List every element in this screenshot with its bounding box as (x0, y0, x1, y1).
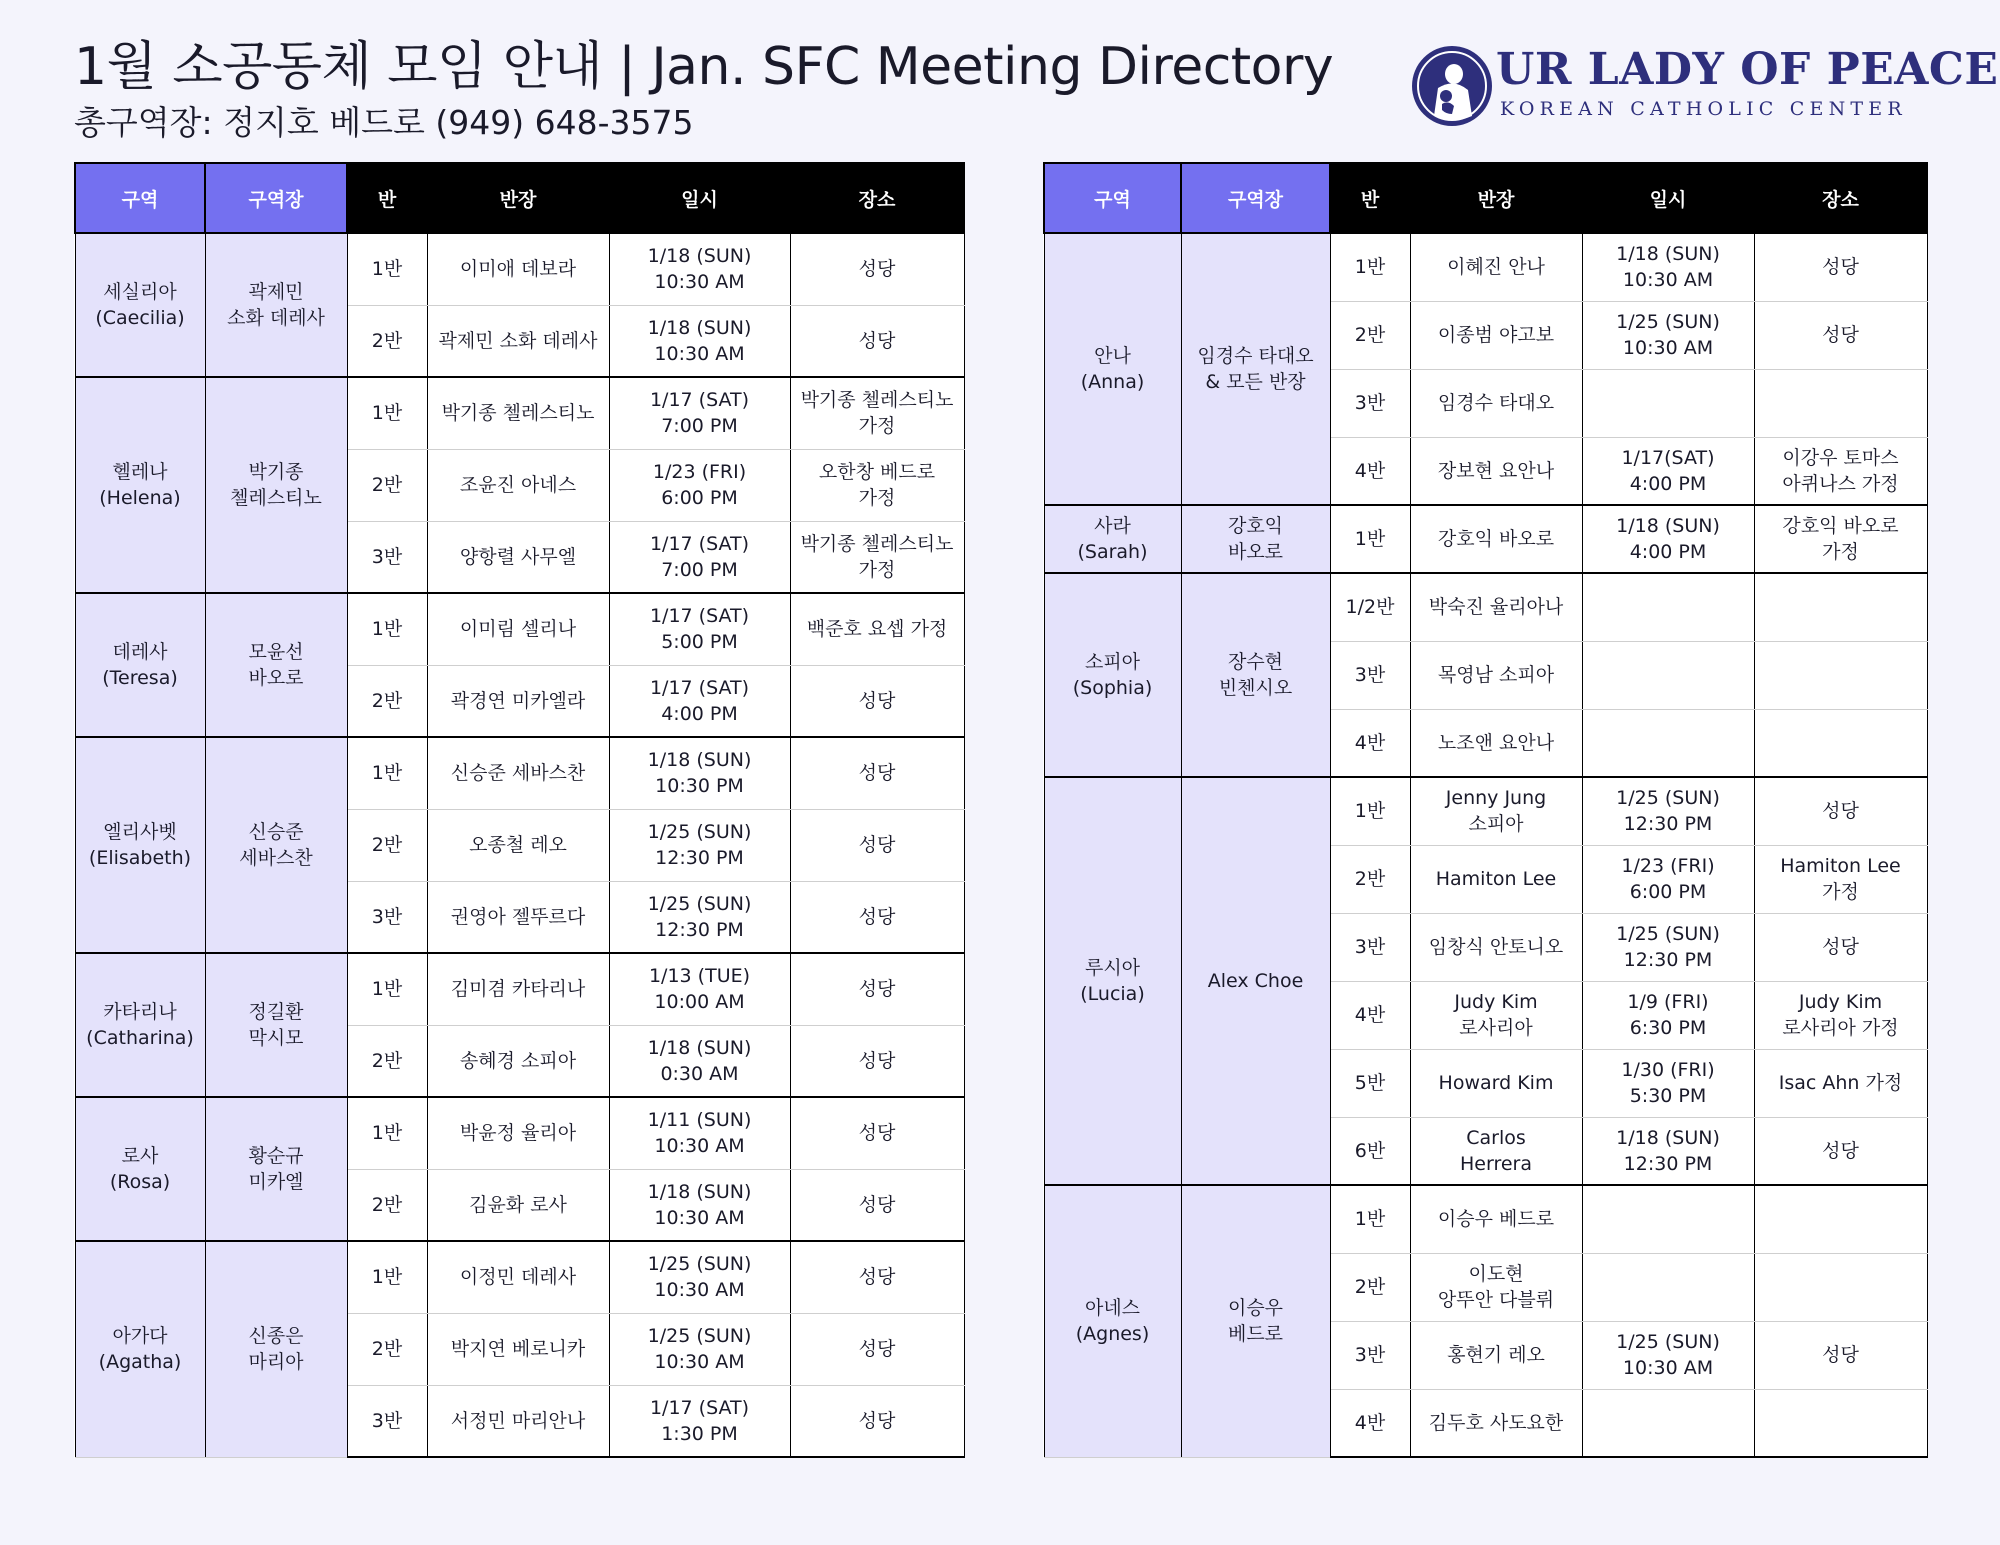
column-header: 구역 (1044, 163, 1181, 233)
table-row (75, 593, 964, 665)
place-cell: 성당 (1754, 301, 1927, 369)
group-number-cell: 3반 (1330, 369, 1410, 437)
district-leader-cell: 이승우 베드로 (1181, 1185, 1330, 1457)
column-header: 반 (1330, 163, 1410, 233)
district-leader-cell: 강호익 바오로 (1181, 505, 1330, 573)
group-number-cell: 3반 (1330, 641, 1410, 709)
group-head-cell: 박숙진 율리아나 (1410, 573, 1582, 641)
table-header-row (75, 163, 964, 233)
place-cell: 성당 (790, 305, 964, 377)
table-row (1044, 505, 1927, 573)
place-cell (1754, 1389, 1927, 1457)
column-header: 장소 (1754, 163, 1927, 233)
datetime-cell (1582, 573, 1754, 641)
group-head-cell: Judy Kim 로사리아 (1410, 981, 1582, 1049)
group-head-cell: 양항렬 사무엘 (427, 521, 609, 593)
place-cell: Judy Kim 로사리아 가정 (1754, 981, 1927, 1049)
district-leader-cell: 정길환 막시모 (205, 953, 347, 1097)
group-number-cell: 4반 (1330, 981, 1410, 1049)
datetime-cell: 1/18 (SUN) 10:30 AM (1582, 233, 1754, 301)
place-cell (1754, 1253, 1927, 1321)
group-number-cell: 5반 (1330, 1049, 1410, 1117)
group-head-cell: 조윤진 아네스 (427, 449, 609, 521)
district-cell: 아가다 (Agatha) (75, 1241, 205, 1457)
group-head-cell: 홍현기 레오 (1410, 1321, 1582, 1389)
column-header: 구역 (75, 163, 205, 233)
group-number-cell: 3반 (1330, 1321, 1410, 1389)
group-number-cell: 1반 (1330, 777, 1410, 845)
place-cell (1754, 641, 1927, 709)
datetime-cell: 1/17 (SAT) 7:00 PM (609, 377, 790, 449)
page-subtitle: 총구역장: 정지호 베드로 (949) 648-3575 (74, 103, 694, 142)
group-number-cell: 2반 (347, 665, 427, 737)
group-head-cell: 김두호 사도요한 (1410, 1389, 1582, 1457)
datetime-cell: 1/18 (SUN) 10:30 AM (609, 305, 790, 377)
place-cell (1754, 709, 1927, 777)
datetime-cell: 1/17 (SAT) 1:30 PM (609, 1385, 790, 1457)
datetime-cell: 1/18 (SUN) 10:30 AM (609, 1169, 790, 1241)
table-row (75, 377, 964, 449)
column-header: 장소 (790, 163, 964, 233)
datetime-cell: 1/25 (SUN) 10:30 AM (1582, 301, 1754, 369)
group-head-cell: 이승우 베드로 (1410, 1185, 1582, 1253)
group-head-cell: 이도현 앙뚜안 다블뤼 (1410, 1253, 1582, 1321)
group-number-cell: 1반 (347, 377, 427, 449)
group-number-cell: 1반 (347, 953, 427, 1025)
group-number-cell: 1/2반 (1330, 573, 1410, 641)
place-cell: 성당 (1754, 777, 1927, 845)
datetime-cell: 1/25 (SUN) 12:30 PM (1582, 913, 1754, 981)
column-header: 반 (347, 163, 427, 233)
group-head-cell: 박기종 첼레스티노 (427, 377, 609, 449)
datetime-cell: 1/13 (TUE) 10:00 AM (609, 953, 790, 1025)
place-cell: 성당 (790, 1025, 964, 1097)
datetime-cell (1582, 1253, 1754, 1321)
group-head-cell: 신승준 세바스찬 (427, 737, 609, 809)
datetime-cell: 1/23 (FRI) 6:00 PM (609, 449, 790, 521)
group-head-cell: Jenny Jung 소피아 (1410, 777, 1582, 845)
datetime-cell: 1/17(SAT) 4:00 PM (1582, 437, 1754, 505)
place-cell: 성당 (790, 809, 964, 881)
place-cell: 성당 (1754, 1117, 1927, 1185)
datetime-cell (1582, 709, 1754, 777)
logo-text: UR LADY OF PEACE (1496, 44, 1999, 95)
district-cell: 엘리사벳 (Elisabeth) (75, 737, 205, 953)
place-cell: 박기종 첼레스티노 가정 (790, 521, 964, 593)
datetime-cell: 1/17 (SAT) 7:00 PM (609, 521, 790, 593)
datetime-cell: 1/18 (SUN) 4:00 PM (1582, 505, 1754, 573)
group-head-cell: 목영남 소피아 (1410, 641, 1582, 709)
group-head-cell: 이정민 데레사 (427, 1241, 609, 1313)
place-cell (1754, 1185, 1927, 1253)
group-head-cell: 권영아 젤뚜르다 (427, 881, 609, 953)
group-number-cell: 2반 (1330, 1253, 1410, 1321)
madonna-child-icon (1410, 44, 1494, 128)
table-row (1044, 573, 1927, 641)
logo-subtext: KOREAN CATHOLIC CENTER (1500, 98, 1907, 120)
group-number-cell: 1반 (347, 737, 427, 809)
table-row (75, 1241, 964, 1313)
group-head-cell: 노조앤 요안나 (1410, 709, 1582, 777)
place-cell: Hamiton Lee 가정 (1754, 845, 1927, 913)
place-cell: 성당 (790, 1097, 964, 1169)
district-leader-cell: Alex Choe (1181, 777, 1330, 1185)
district-leader-cell: 신종은 마리아 (205, 1241, 347, 1457)
place-cell: 성당 (790, 953, 964, 1025)
group-head-cell: 장보현 요안나 (1410, 437, 1582, 505)
place-cell: 성당 (1754, 233, 1927, 301)
group-number-cell: 2반 (347, 1025, 427, 1097)
district-leader-cell: 곽제민 소화 데레사 (205, 233, 347, 377)
group-head-cell: 곽경연 미카엘라 (427, 665, 609, 737)
datetime-cell: 1/25 (SUN) 12:30 PM (1582, 777, 1754, 845)
group-number-cell: 3반 (1330, 913, 1410, 981)
datetime-cell: 1/17 (SAT) 5:00 PM (609, 593, 790, 665)
datetime-cell (1582, 1389, 1754, 1457)
datetime-cell: 1/18 (SUN) 10:30 PM (609, 737, 790, 809)
place-cell: 이강우 토마스 아퀴나스 가정 (1754, 437, 1927, 505)
group-head-cell: 박지연 베로니카 (427, 1313, 609, 1385)
district-cell: 아네스 (Agnes) (1044, 1185, 1181, 1457)
datetime-cell: 1/25 (SUN) 12:30 PM (609, 881, 790, 953)
group-number-cell: 3반 (347, 521, 427, 593)
place-cell: 성당 (790, 233, 964, 305)
group-head-cell: 임경수 타대오 (1410, 369, 1582, 437)
district-leader-cell: 장수현 빈첸시오 (1181, 573, 1330, 777)
group-number-cell: 3반 (347, 881, 427, 953)
group-number-cell: 2반 (1330, 845, 1410, 913)
group-number-cell: 1반 (347, 593, 427, 665)
group-head-cell: 박윤정 율리아 (427, 1097, 609, 1169)
district-leader-cell: 모윤선 바오로 (205, 593, 347, 737)
column-header: 반장 (427, 163, 609, 233)
place-cell: 박기종 첼레스티노 가정 (790, 377, 964, 449)
column-header: 반장 (1410, 163, 1582, 233)
group-number-cell: 4반 (1330, 709, 1410, 777)
district-leader-cell: 황순규 미카엘 (205, 1097, 347, 1241)
group-number-cell: 2반 (347, 1313, 427, 1385)
district-cell: 사라 (Sarah) (1044, 505, 1181, 573)
datetime-cell (1582, 1185, 1754, 1253)
datetime-cell: 1/23 (FRI) 6:00 PM (1582, 845, 1754, 913)
group-number-cell: 2반 (347, 1169, 427, 1241)
datetime-cell: 1/11 (SUN) 10:30 AM (609, 1097, 790, 1169)
group-head-cell: 서정민 마리안나 (427, 1385, 609, 1457)
place-cell: 강호익 바오로 가정 (1754, 505, 1927, 573)
district-cell: 세실리아 (Caecilia) (75, 233, 205, 377)
table-row (75, 233, 964, 305)
group-head-cell: 곽제민 소화 데레사 (427, 305, 609, 377)
group-number-cell: 2반 (347, 809, 427, 881)
group-number-cell: 3반 (347, 1385, 427, 1457)
group-number-cell: 2반 (347, 449, 427, 521)
district-cell: 로사 (Rosa) (75, 1097, 205, 1241)
group-head-cell: Hamiton Lee (1410, 845, 1582, 913)
table-row (75, 737, 964, 809)
directory-table-right (1043, 162, 1928, 1458)
group-number-cell: 1반 (347, 1241, 427, 1313)
place-cell: Isac Ahn 가정 (1754, 1049, 1927, 1117)
group-head-cell: 이종범 야고보 (1410, 301, 1582, 369)
place-cell: 오한창 베드로 가정 (790, 449, 964, 521)
district-cell: 카타리나 (Catharina) (75, 953, 205, 1097)
group-head-cell: 강호익 바오로 (1410, 505, 1582, 573)
datetime-cell: 1/9 (FRI) 6:30 PM (1582, 981, 1754, 1049)
group-number-cell: 4반 (1330, 437, 1410, 505)
group-head-cell: 이미림 셀리나 (427, 593, 609, 665)
group-head-cell: 김윤화 로사 (427, 1169, 609, 1241)
district-leader-cell: 임경수 타대오 & 모든 반장 (1181, 233, 1330, 505)
table-header-row (1044, 163, 1927, 233)
datetime-cell: 1/18 (SUN) 12:30 PM (1582, 1117, 1754, 1185)
place-cell: 성당 (790, 665, 964, 737)
datetime-cell: 1/18 (SUN) 10:30 AM (609, 233, 790, 305)
place-cell: 성당 (1754, 1321, 1927, 1389)
place-cell (1754, 573, 1927, 641)
table-row (1044, 1185, 1927, 1253)
group-head-cell: 임창식 안토니오 (1410, 913, 1582, 981)
district-leader-cell: 신승준 세바스찬 (205, 737, 347, 953)
group-number-cell: 4반 (1330, 1389, 1410, 1457)
district-cell: 헬레나 (Helena) (75, 377, 205, 593)
datetime-cell: 1/25 (SUN) 10:30 AM (609, 1313, 790, 1385)
group-head-cell: 이혜진 안나 (1410, 233, 1582, 301)
datetime-cell: 1/25 (SUN) 12:30 PM (609, 809, 790, 881)
group-number-cell: 1반 (347, 1097, 427, 1169)
place-cell: 성당 (790, 1313, 964, 1385)
place-cell: 성당 (790, 1385, 964, 1457)
directory-table-left (74, 162, 965, 1458)
group-head-cell: 오종철 레오 (427, 809, 609, 881)
district-cell: 루시아 (Lucia) (1044, 777, 1181, 1185)
district-cell: 소피아 (Sophia) (1044, 573, 1181, 777)
district-cell: 안나 (Anna) (1044, 233, 1181, 505)
column-header: 구역장 (1181, 163, 1330, 233)
table-row (1044, 777, 1927, 845)
place-cell: 성당 (790, 881, 964, 953)
group-number-cell: 1반 (347, 233, 427, 305)
datetime-cell: 1/25 (SUN) 10:30 AM (1582, 1321, 1754, 1389)
group-head-cell: Carlos Herrera (1410, 1117, 1582, 1185)
group-number-cell: 1반 (1330, 1185, 1410, 1253)
place-cell: 성당 (1754, 913, 1927, 981)
place-cell: 백준호 요셉 가정 (790, 593, 964, 665)
group-head-cell: Howard Kim (1410, 1049, 1582, 1117)
column-header: 일시 (609, 163, 790, 233)
table-row (75, 1097, 964, 1169)
group-number-cell: 6반 (1330, 1117, 1410, 1185)
datetime-cell: 1/25 (SUN) 10:30 AM (609, 1241, 790, 1313)
datetime-cell (1582, 369, 1754, 437)
column-header: 일시 (1582, 163, 1754, 233)
datetime-cell (1582, 641, 1754, 709)
table-row (1044, 233, 1927, 301)
place-cell (1754, 369, 1927, 437)
group-number-cell: 1반 (1330, 233, 1410, 301)
logo (1410, 42, 1999, 132)
datetime-cell: 1/18 (SUN) 0:30 AM (609, 1025, 790, 1097)
place-cell: 성당 (790, 1169, 964, 1241)
group-head-cell: 송혜경 소피아 (427, 1025, 609, 1097)
group-number-cell: 1반 (1330, 505, 1410, 573)
page-title: 1월 소공동체 모임 안내 | Jan. SFC Meeting Directory (74, 37, 1334, 97)
place-cell: 성당 (790, 737, 964, 809)
place-cell: 성당 (790, 1241, 964, 1313)
group-number-cell: 2반 (347, 305, 427, 377)
district-leader-cell: 박기종 첼레스티노 (205, 377, 347, 593)
datetime-cell: 1/30 (FRI) 5:30 PM (1582, 1049, 1754, 1117)
datetime-cell: 1/17 (SAT) 4:00 PM (609, 665, 790, 737)
group-number-cell: 2반 (1330, 301, 1410, 369)
group-head-cell: 이미애 데보라 (427, 233, 609, 305)
district-cell: 데레사 (Teresa) (75, 593, 205, 737)
column-header: 구역장 (205, 163, 347, 233)
group-head-cell: 김미겸 카타리나 (427, 953, 609, 1025)
table-row (75, 953, 964, 1025)
